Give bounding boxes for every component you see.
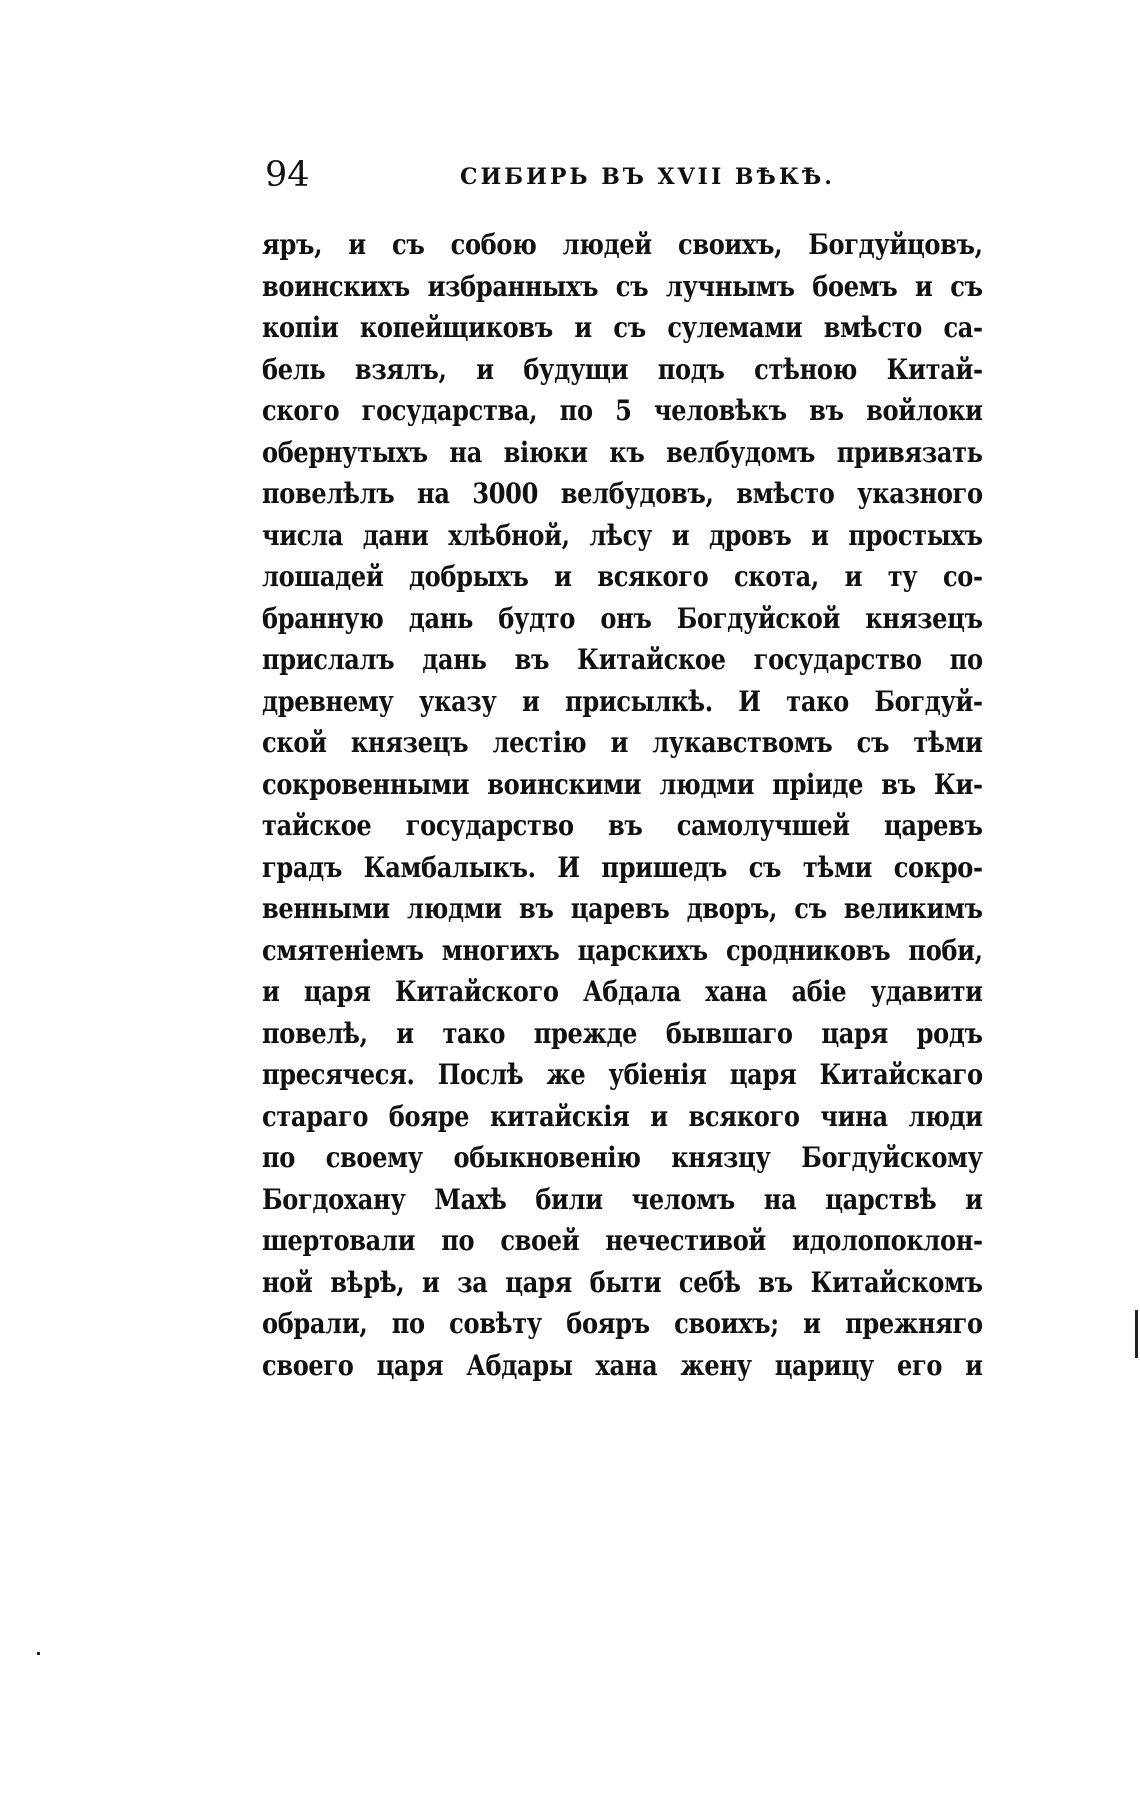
text-line: Богдохану Махѣ били челомъ на царствѣ и (262, 1182, 983, 1216)
page-header (265, 150, 981, 200)
body-text (262, 224, 984, 1386)
text-line: древнему указу и присылкѣ. И тако Богдуй- (262, 684, 983, 718)
text-line: лошадей добрыхъ и всякого скота, и ту со- (262, 560, 983, 593)
text-line: шертовали по своей нечестивой идолопоклон- (262, 1224, 983, 1257)
text-line: тайское государство въ самолучшей царевъ (262, 809, 983, 842)
text-line: своего царя Абдары хана жену царицу его и (262, 1348, 983, 1382)
text-line: и царя Китайского Абдала хана абіе удавити (262, 975, 983, 1008)
text-line: ской князецъ лестію и лукавствомъ съ тѣми (262, 726, 983, 759)
text-line: бранную дань будто онъ Богдуйской князецъ (262, 601, 983, 635)
text-line: градъ Камбалыкъ. И пришедъ съ тѣми сокро- (262, 850, 983, 884)
page-number: 94 (265, 155, 310, 195)
text-line: ского государства, по 5 человѣкъ въ войлоки (262, 394, 983, 427)
text-line: повелѣ, и тако прежде бывшаго царя родъ (262, 1016, 983, 1050)
text-line: по своему обыкновенію князцу Богдуйскому (262, 1141, 983, 1174)
text-line: обернутыхъ на віюки къ велбудомъ привязать (262, 435, 983, 469)
text-line: числа дани хлѣбной, лѣсу и дровъ и простыхъ (262, 518, 983, 552)
text-line: прислалъ дань въ Китайское государство по (262, 643, 983, 676)
text-line: сокровенными воинскими людми пріиде въ Ки- (262, 767, 983, 801)
text-line: пресячеся. Послѣ же убіенія царя Китайскаго (262, 1058, 983, 1091)
text-line: бель взялъ, и будущи подъ стѣною Китай- (262, 352, 983, 386)
text-line: обрали, по совѣту бояръ своихъ; и прежняго (262, 1307, 983, 1340)
text-line: стараго бояре китайскія и всякого чина люди (262, 1099, 983, 1133)
scan-speck (37, 1652, 40, 1655)
text-line: яръ, и съ собою людей своихъ, Богдуйцовъ, (262, 228, 983, 261)
text-line: копіи копейщиковъ и съ сулемами вмѣсто са- (262, 311, 983, 344)
text-line: повелѣлъ на 3000 велбудовъ, вмѣсто указного (262, 477, 983, 510)
text-line: венными людми въ царевъ дворъ, съ великимъ (262, 892, 983, 925)
scan-edge-mark (1135, 1310, 1138, 1358)
text-line: воинскихъ избранныхъ съ лучнымъ боемъ и съ (262, 269, 983, 303)
text-line: ной вѣрѣ, и за царя быти себѣ въ Китайскомъ (262, 1265, 983, 1299)
text-line: смятеніемъ многихъ царскихъ сродниковъ поби, (262, 933, 983, 967)
running-head: СИБИРЬ ВЪ XVII ВѢКѢ. (460, 164, 835, 190)
